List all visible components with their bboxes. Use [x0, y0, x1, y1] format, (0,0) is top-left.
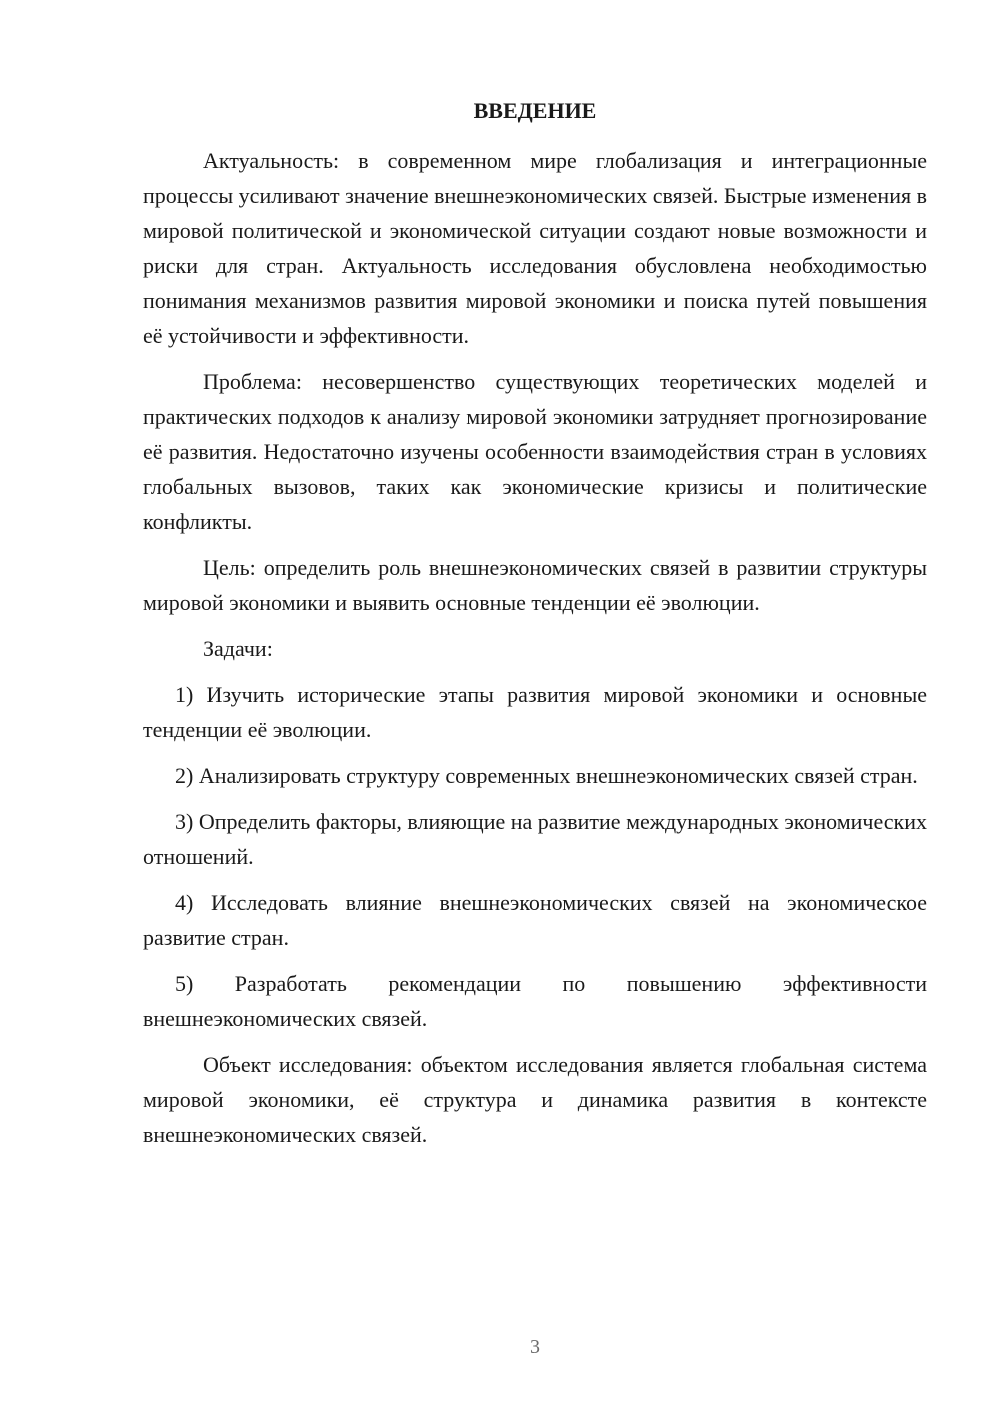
task-item: 2) Анализировать структуру современных внешнеэкономических связей стран. [175, 763, 918, 788]
relevance-paragraph: Актуальность: в современном мире глобализация и интеграционные процессы усиливают значение внешнеэкономических связей. Быстрые изменения в мировой политической и экономической ситуации создают новые возможности и риски для стран. Актуальность исследования обусловлена необходимостью понимания механизмов развития мировой экономики и поиска путей повышения её устойчивости и эффективности. [143, 148, 927, 348]
tasks-label: Задачи: [203, 636, 273, 661]
task-item: 5) Разработать рекомендации по повышению эффективности внешнеэкономических связей. [143, 971, 927, 1031]
section-heading: ВВЕДЕНИЕ [473, 98, 597, 123]
task-item: 1) Изучить исторические этапы развития мировой экономики и основные тенденции её эволюции. [143, 682, 927, 742]
object-paragraph: Объект исследования: объектом исследования является глобальная система мировой экономики, её структура и динамика развития в контексте внешнеэкономических связей. [143, 1052, 927, 1147]
problem-paragraph: Проблема: несовершенство существующих теоретических моделей и практических подходов к анализу мировой экономики затрудняет прогнозирование её развития. Недостаточно изучены особенности взаимодействия стран в условиях глобальных вызовов, таких как экономические кризисы и политические конфликты. [143, 369, 927, 534]
page-number: 3 [530, 1336, 540, 1358]
goal-paragraph: Цель: определить роль внешнеэкономических связей в развитии структуры мировой экономики и выявить основные тенденции её эволюции. [143, 555, 927, 615]
document-body [143, 143, 927, 1163]
document-page [143, 0, 927, 1414]
task-item: 3) Определить факторы, влияющие на развитие международных экономических отношений. [143, 809, 927, 869]
task-item: 4) Исследовать влияние внешнеэкономических связей на экономическое развитие стран. [143, 890, 927, 950]
